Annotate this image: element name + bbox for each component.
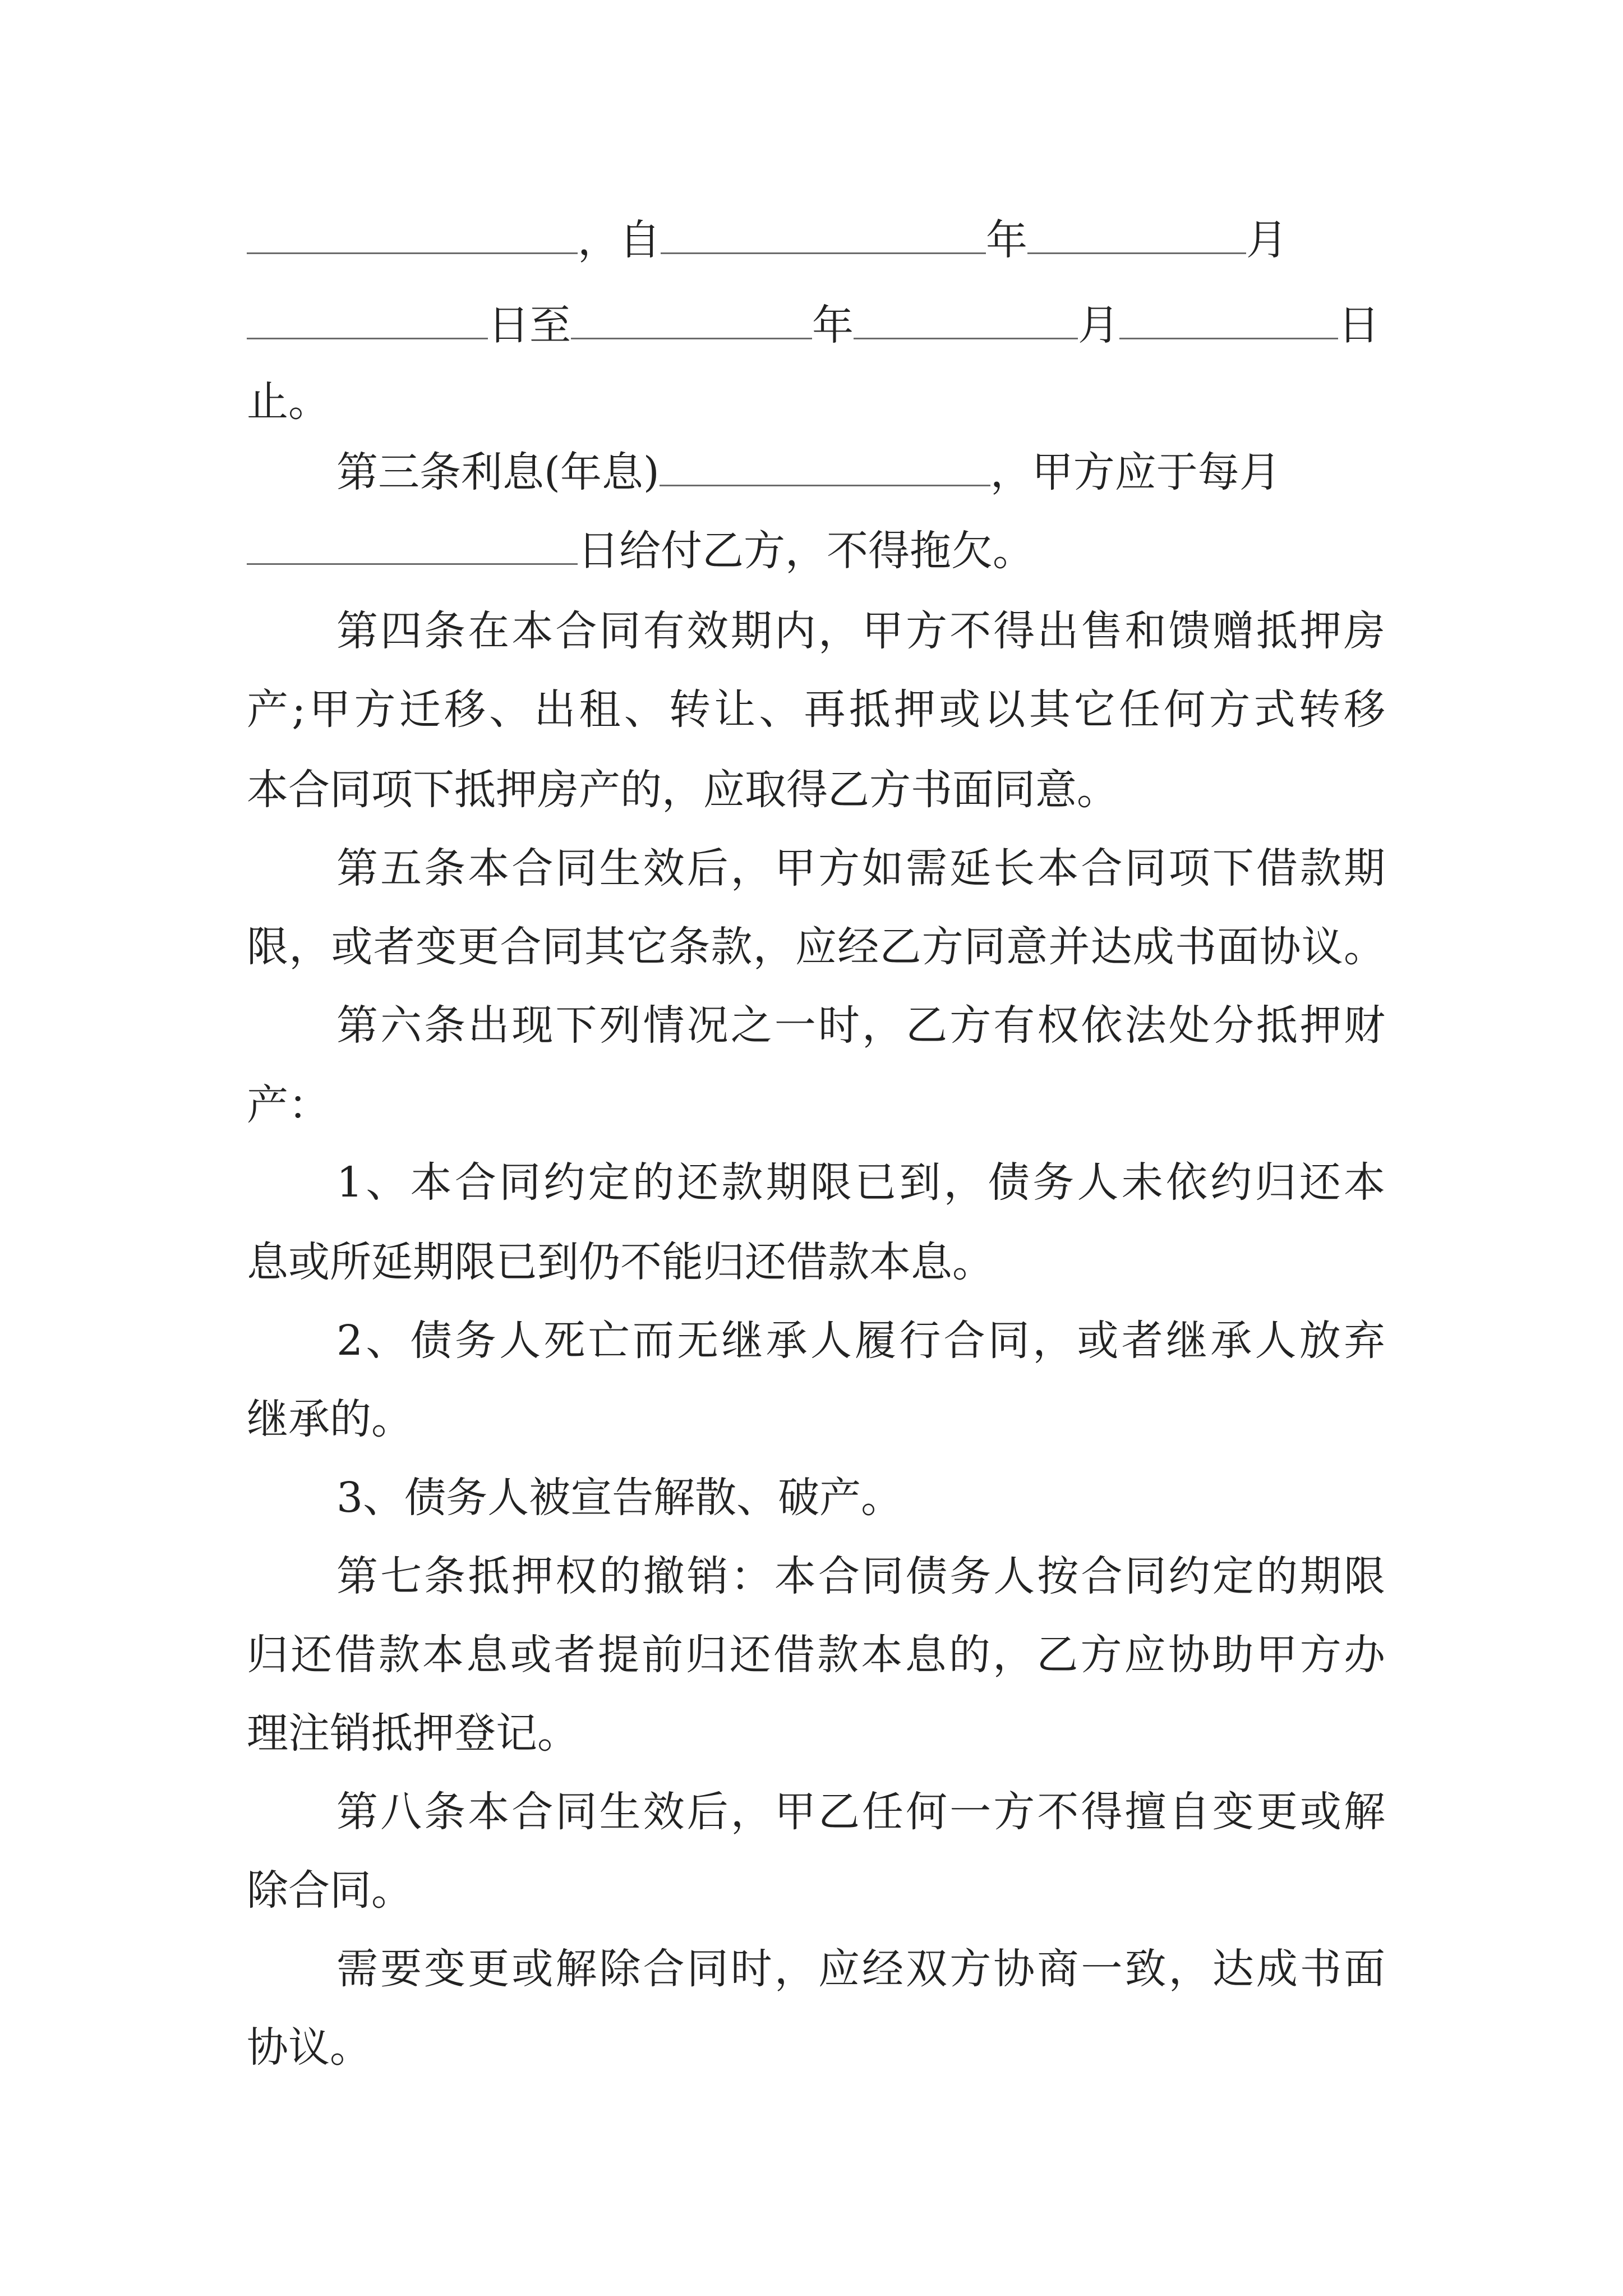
blank-field[interactable] — [247, 249, 578, 254]
text-segment: 日至 — [488, 301, 571, 349]
blank-field[interactable] — [1027, 249, 1246, 254]
blank-field[interactable] — [660, 481, 990, 486]
paragraph-line: 第七条抵押权的撤销：本合同债务人按合同约定的期限 — [336, 1552, 1385, 1600]
paragraph-line: 第五条本合同生效后，甲方如需延长本合同项下借款期 — [336, 844, 1385, 892]
article-3-line — [336, 444, 1385, 500]
article-3-continuation — [247, 523, 1385, 579]
blank-field[interactable] — [1119, 334, 1338, 339]
paragraph-line: 止。 — [247, 378, 330, 426]
paragraph-line: 除合同。 — [247, 1866, 413, 1915]
paragraph-line: 归还借款本息或者提前归还借款本息的，乙方应协助甲方办 — [247, 1631, 1385, 1679]
fill-line-end-date — [247, 297, 1385, 353]
paragraph-line: 理注销抵押登记。 — [247, 1709, 579, 1757]
text-segment: ，甲方应于每月 — [990, 448, 1281, 496]
blank-field[interactable] — [571, 334, 812, 339]
paragraph-line: 产： — [247, 1081, 330, 1129]
paragraph-line: 第八条本合同生效后，甲乙任何一方不得擅自变更或解 — [336, 1788, 1385, 1836]
paragraph-line: 3、债务人被宣告解散、破产。 — [336, 1474, 903, 1522]
text-segment: ，自 — [578, 216, 661, 264]
blank-field[interactable] — [247, 334, 488, 339]
paragraph-line: 本合同项下抵押房产的，应取得乙方书面同意。 — [247, 766, 1118, 814]
paragraph-line: 继承的。 — [247, 1395, 413, 1443]
blank-field[interactable] — [854, 334, 1078, 339]
paragraph-line: 产;甲方迁移、出租、转让、再抵押或以其它任何方式转移 — [247, 685, 1385, 734]
text-segment: 月 — [1078, 301, 1119, 349]
text-segment: 第三条利息(年息) — [336, 448, 660, 496]
text-segment: 日 — [1338, 301, 1380, 349]
paragraph-line: 2、债务人死亡而无继承人履行合同，或者继承人放弃 — [336, 1317, 1385, 1365]
paragraph-line: 第四条在本合同有效期内，甲方不得出售和馈赠抵押房 — [336, 607, 1385, 655]
text-segment: 月 — [1246, 216, 1288, 264]
blank-field[interactable] — [661, 249, 986, 254]
paragraph-line: 息或所延期限已到仍不能归还借款本息。 — [247, 1238, 994, 1286]
blank-field[interactable] — [247, 560, 578, 565]
paragraph-line: 1、本合同约定的还款期限已到，债务人未依约归还本 — [336, 1158, 1385, 1207]
paragraph-line: 限，或者变更合同其它条款，应经乙方同意并达成书面协议。 — [247, 923, 1385, 971]
paragraph-line: 需要变更或解除合同时，应经双方协商一致，达成书面 — [336, 1945, 1385, 1993]
text-segment: 年 — [812, 301, 854, 349]
fill-line-start-date — [247, 212, 1385, 268]
text-segment: 日给付乙方，不得拖欠。 — [578, 527, 1034, 575]
paragraph-line: 第六条出现下列情况之一时，乙方有权依法处分抵押财 — [336, 1001, 1385, 1050]
text-segment: 年 — [986, 216, 1027, 264]
paragraph-line: 协议。 — [247, 2023, 371, 2072]
